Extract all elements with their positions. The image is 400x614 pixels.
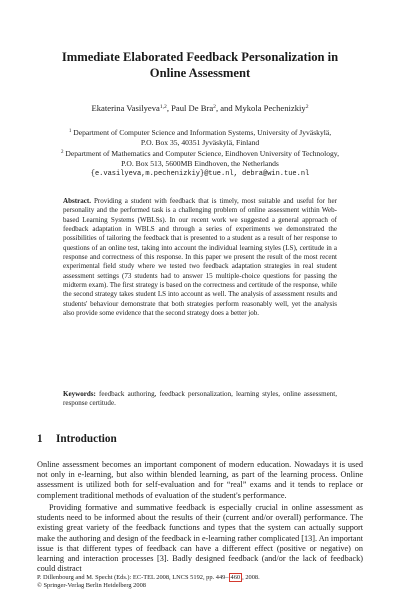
author-emails: {e.vasilyeva,m.pechenizkiy}@tue.nl, debra@win.tue.nl xyxy=(90,170,310,179)
author-list xyxy=(30,102,370,114)
affiliation-line: P.O. Box 513, 5600MB Eindhoven, the Netherlands xyxy=(121,158,279,168)
citation-text-end: , 2008. xyxy=(242,574,260,581)
author-name: Mykola Pechenizkiy xyxy=(234,103,306,113)
affiliation-marker: 2 xyxy=(60,150,64,155)
section-title: Introduction xyxy=(56,433,117,445)
affiliation-line: Department of Computer Science and Information Systems, University of Jyväskylä, xyxy=(71,128,332,137)
copyright-notice: © Springer-Verlag Berlin Heidelberg 2008 xyxy=(37,582,146,590)
body-paragraph-2: Providing formative and summative feedback is especially crucial in online assessment as students need to be informed about the results of their (current and/or overall) performance. The existing great variety of the feedback functions and types that the system can actually support make the authoring and design of the feedback in e-learning rather complicated [13]. An important issue is that different types of feedback can have a different effect (positive or negative) on learning and interaction processes [3]. Badly designed feedback (and/or the lack of feedback) could distract xyxy=(37,503,363,574)
citation-text: P. Dillenbourg and M. Specht (Eds.): EC-TEL 2008, LNCS 5192, pp. 449– xyxy=(37,574,229,581)
body-paragraph-1: Online assessment becomes an important component of modern education. Nowadays it is used not only in e-learning, but also within blended learning, as part of the learning process. Online assessment is utilized both for self-evaluation and for “real” exams and it tends to replace or complement traditional methods of evaluation of the student's performance. xyxy=(37,460,363,500)
keywords xyxy=(63,390,337,409)
affiliation-1 xyxy=(20,127,380,147)
title-line-1: Immediate Elaborated Feedback Personalization in xyxy=(61,50,339,64)
keywords-label: Keywords: xyxy=(63,390,96,398)
author-affiliation-marker: 2 xyxy=(213,104,216,110)
author-affiliation-marker: 1,2 xyxy=(159,104,167,110)
keywords-text: feedback authoring, feedback personalization, learning styles, online assessment, response certitude. xyxy=(63,390,337,408)
affiliation-line: P.O. Box 35, 40351 Jyväskylä, Finland xyxy=(140,137,260,147)
author-separator: , xyxy=(166,103,172,113)
citation-page-link[interactable]: 460 xyxy=(230,574,241,581)
author-separator: , and xyxy=(215,103,235,113)
abstract-text: Providing a student with feedback that is timely, most suitable and useful for her personality and the performed task is a challenging problem of online assessment within Web-based Learning Systems (WBLSs). In our recent work we suggested a general approach of feedback adaptation in WBLS and through a series of experiments we demonstrated the possibilities of tailoring the feedback that is presented to a student as a result of her response to questions of an online test, taking into account the individual learning styles (LS), certitude in a response and correctness of this response. In this paper we present the result of the most recent experimental field study where we tested two feedback adaptation strategies in real student assessment settings (73 students had to answer 15 multiple-choice questions for passing the midterm exam). The first strategy is based on the correctness and certitude of the response, while the second strategy takes student LS into account as well. The analysis of assessment results and students' behaviour demonstrate that both strategies perform reasonably well, yet the analysis also provide some evidence that the second strategy does a better job. xyxy=(63,197,337,318)
affiliation-line: Department of Mathematics and Computer Science, Eindhoven University of Technology, xyxy=(63,149,339,158)
section-heading xyxy=(37,432,117,446)
author-affiliation-marker: 2 xyxy=(305,104,309,110)
affiliation-marker: 1 xyxy=(68,129,72,134)
section-number: 1 xyxy=(37,433,43,445)
paper-title xyxy=(40,49,360,81)
title-line-2: Online Assessment xyxy=(149,66,251,80)
abstract-label: Abstract. xyxy=(63,197,91,205)
abstract xyxy=(63,197,337,318)
author-name: Paul De Bra xyxy=(171,103,214,113)
affiliation-2 xyxy=(20,148,380,180)
author-name: Ekaterina Vasilyeva xyxy=(91,103,160,113)
page-footer xyxy=(37,573,363,591)
